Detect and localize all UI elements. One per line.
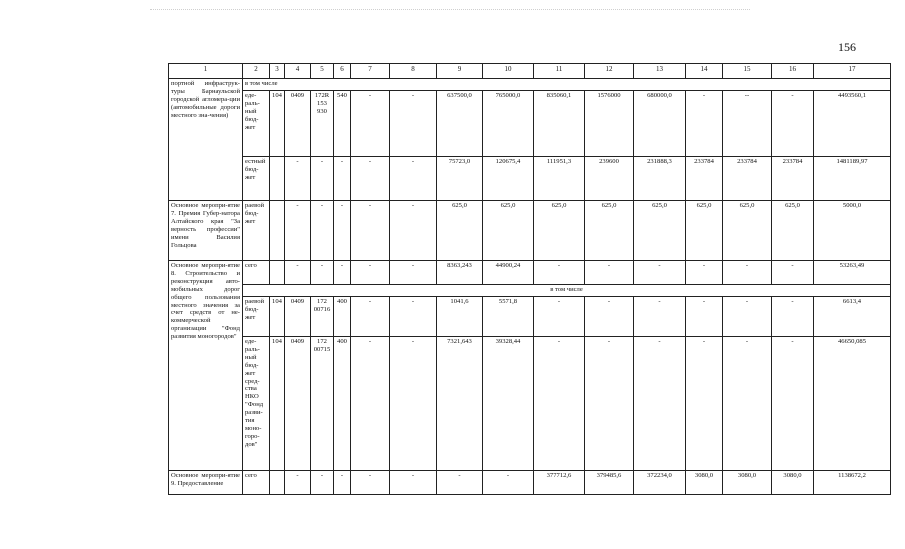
table-cell: 53263,49 (814, 261, 891, 285)
funding-source: естный бюд-жет (243, 157, 270, 201)
table-cell: 3080,0 (686, 471, 723, 495)
column-header: 12 (585, 64, 634, 79)
column-header: 11 (534, 64, 585, 79)
table-cell: 625,0 (634, 201, 686, 261)
funding-source: сего (243, 261, 270, 285)
table-cell: - (285, 157, 311, 201)
table-cell: 637500,0 (437, 91, 483, 157)
table-cell (270, 261, 285, 285)
column-header: 17 (814, 64, 891, 79)
table-cell: - (390, 471, 437, 495)
table-cell: 7321,643 (437, 337, 483, 471)
table-cell: 3080,0 (772, 471, 814, 495)
table-cell: - (311, 471, 334, 495)
table-cell: 104 (270, 337, 285, 471)
table-cell: 1138672,2 (814, 471, 891, 495)
table-cell: 39328,44 (483, 337, 534, 471)
table-cell: - (686, 261, 723, 285)
table-cell: 231888,3 (634, 157, 686, 201)
table-cell: - (723, 261, 772, 285)
table-row (169, 471, 891, 495)
table-cell: - (772, 261, 814, 285)
table-cell: - (534, 337, 585, 471)
subtotal-note: в том числе (243, 79, 891, 91)
table-cell: - (285, 471, 311, 495)
table-cell: 625,0 (723, 201, 772, 261)
table-cell: -- (723, 91, 772, 157)
table-cell: 111951,3 (534, 157, 585, 201)
table-cell: 104 (270, 91, 285, 157)
table-cell: 625,0 (483, 201, 534, 261)
table-cell: 104 (270, 297, 285, 337)
table-cell: 233784 (686, 157, 723, 201)
table-cell: - (390, 157, 437, 201)
table-row (169, 91, 891, 157)
column-header: 6 (334, 64, 351, 79)
column-header: 13 (634, 64, 686, 79)
activity-name: Основное меропри-ятие 8. Строительство и реконструкция авто-мобильных дорог общего пользования местного значения за счет средств от не-коммерческой организации "Фонд развития моногородов" (169, 261, 243, 471)
table-cell: 625,0 (437, 201, 483, 261)
table-cell: - (534, 261, 585, 285)
table-cell: - (483, 471, 534, 495)
column-header: 15 (723, 64, 772, 79)
funding-source: еде-раль-ный бюд-жет сред-ства НКО "Фонд разви-тия моно-горо-дов" (243, 337, 270, 471)
table-cell: - (723, 337, 772, 471)
table-cell: 44900,24 (483, 261, 534, 285)
column-header: 3 (270, 64, 285, 79)
table-cell: - (390, 261, 437, 285)
table-cell: 377712,6 (534, 471, 585, 495)
table-row (169, 285, 891, 297)
table-cell: - (311, 201, 334, 261)
table-cell: 835060,1 (534, 91, 585, 157)
column-header: 2 (243, 64, 270, 79)
table-cell: 6613,4 (814, 297, 891, 337)
column-header: 14 (686, 64, 723, 79)
table-cell: - (723, 297, 772, 337)
table-cell: 765000,0 (483, 91, 534, 157)
column-header: 9 (437, 64, 483, 79)
table-cell: - (772, 337, 814, 471)
table-cell: 172R 153 930 (311, 91, 334, 157)
table-cell: - (311, 157, 334, 201)
activity-name: Основное меропри-ятие 9. Предоставление (169, 471, 243, 495)
funding-source: еде-раль-ный бюд-жет (243, 91, 270, 157)
table-cell (270, 157, 285, 201)
table-cell: 680000,0 (634, 91, 686, 157)
table-cell: 0409 (285, 337, 311, 471)
table-cell: - (390, 201, 437, 261)
table-cell: - (334, 471, 351, 495)
table-cell: - (585, 337, 634, 471)
table-cell: 1481189,97 (814, 157, 891, 201)
table-row (169, 157, 891, 201)
table-cell: - (534, 297, 585, 337)
table-cell: - (686, 91, 723, 157)
table-row (169, 79, 891, 91)
table-cell: - (585, 261, 634, 285)
table-cell: 1576000 (585, 91, 634, 157)
table-cell: 5000,0 (814, 201, 891, 261)
funding-source: раевой бюд-жет (243, 201, 270, 261)
table-cell: - (311, 261, 334, 285)
table-row (169, 297, 891, 337)
table-cell: - (351, 337, 390, 471)
column-header: 16 (772, 64, 814, 79)
column-header: 1 (169, 64, 243, 79)
table-cell: - (585, 297, 634, 337)
table-cell: - (351, 91, 390, 157)
table-cell: 5571,8 (483, 297, 534, 337)
table-row (169, 201, 891, 261)
table-cell: 0409 (285, 297, 311, 337)
column-header: 8 (390, 64, 437, 79)
table-cell: - (351, 261, 390, 285)
table-cell: 540 (334, 91, 351, 157)
table-cell: 46650,085 (814, 337, 891, 471)
table-cell: 4493560,1 (814, 91, 891, 157)
column-header: 4 (285, 64, 311, 79)
table-cell: - (390, 297, 437, 337)
subtotal-note: в том числе (243, 285, 891, 297)
page-number: 156 (838, 40, 856, 54)
table-row (169, 337, 891, 471)
table-cell: - (390, 91, 437, 157)
table-cell: - (634, 297, 686, 337)
table-cell: 625,0 (686, 201, 723, 261)
table-cell: 233784 (723, 157, 772, 201)
column-header: 5 (311, 64, 334, 79)
table-cell: 172 00715 (311, 337, 334, 471)
table-cell: - (686, 337, 723, 471)
table-cell (270, 201, 285, 261)
table-cell: - (351, 201, 390, 261)
table-cell: 8363,243 (437, 261, 483, 285)
table-cell: - (351, 157, 390, 201)
table-cell: - (351, 471, 390, 495)
table-cell: 233784 (772, 157, 814, 201)
table-cell: 3080,0 (723, 471, 772, 495)
table-cell: - (390, 337, 437, 471)
table-cell: - (334, 157, 351, 201)
table-cell: 400 (334, 337, 351, 471)
table-cell: - (686, 297, 723, 337)
column-header: 10 (483, 64, 534, 79)
table-cell: - (285, 201, 311, 261)
table-cell: - (334, 201, 351, 261)
table-cell: - (351, 297, 390, 337)
table-cell: - (772, 91, 814, 157)
table-cell: 172 00716 (311, 297, 334, 337)
table-cell: 625,0 (772, 201, 814, 261)
table-cell: 75723,0 (437, 157, 483, 201)
table-cell: 1041,6 (437, 297, 483, 337)
funding-source: раевой бюд-жет (243, 297, 270, 337)
table-cell: 400 (334, 297, 351, 337)
table-cell: 120675,4 (483, 157, 534, 201)
funding-source: сего (243, 471, 270, 495)
activity-name: Основное меропри-ятие 7. Премия Губер-натора Алтайского края "За верность профессии" имени Василия Гольцова (169, 201, 243, 261)
header-row (169, 64, 891, 79)
table-cell: 0409 (285, 91, 311, 157)
table-cell: 372234,0 (634, 471, 686, 495)
table-cell (270, 471, 285, 495)
table-cell: - (634, 337, 686, 471)
table-cell: 625,0 (585, 201, 634, 261)
table-cell: 239600 (585, 157, 634, 201)
column-header: 7 (351, 64, 390, 79)
table-cell: 379485,6 (585, 471, 634, 495)
table-cell: - (772, 297, 814, 337)
table-cell: - (437, 471, 483, 495)
table-cell: - (285, 261, 311, 285)
table-cell: 625,0 (534, 201, 585, 261)
table-row (169, 261, 891, 285)
table-cell: - (334, 261, 351, 285)
activity-name: портной инфраструк-туры Барнаульской городской агломера-ции (автомобильные дороги местного зна-чения) (169, 79, 243, 201)
budget-table (168, 63, 891, 495)
scan-artifact-line (150, 9, 750, 11)
table-cell: - (634, 261, 686, 285)
